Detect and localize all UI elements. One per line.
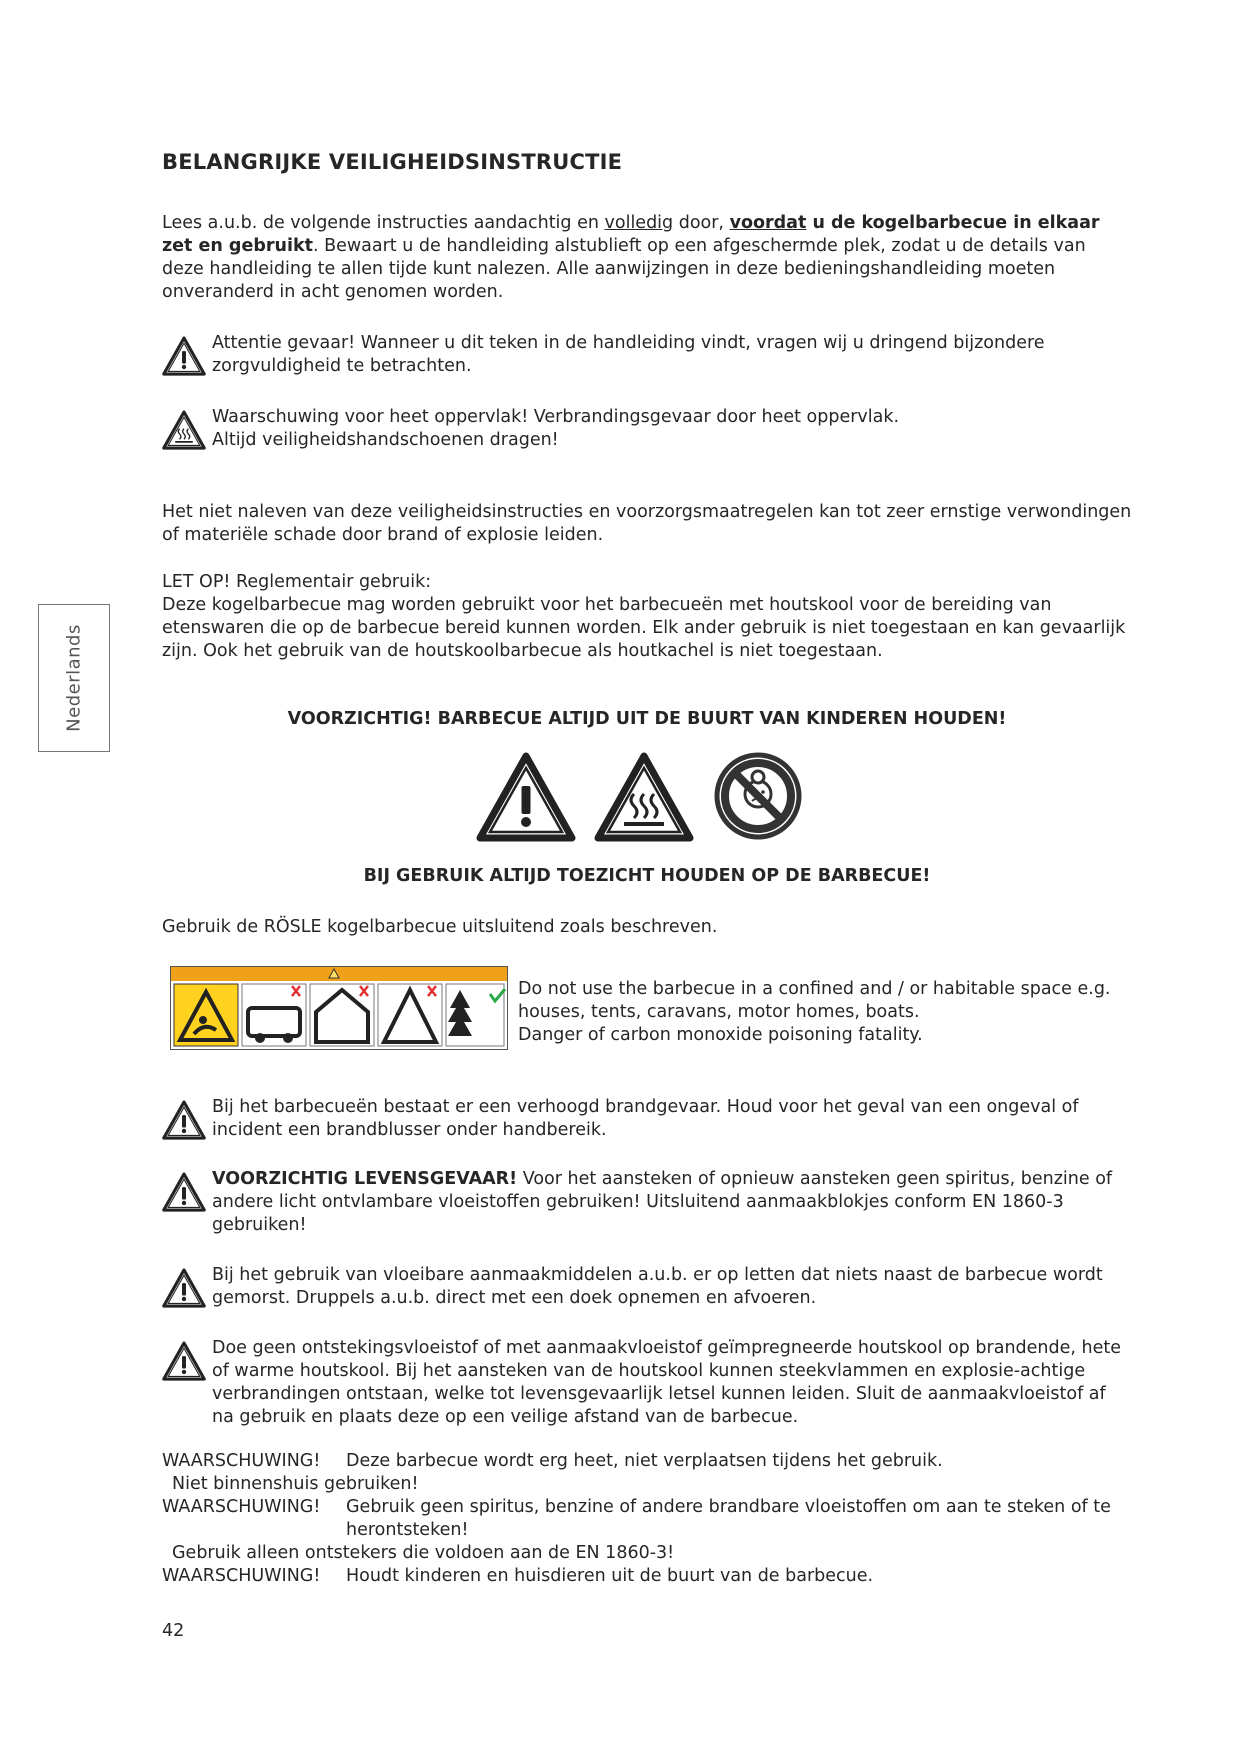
legend-hot-text-2: Altijd veiligheidshandschoenen dragen! <box>212 430 559 450</box>
use-as-described: Gebruik de RÖSLE kogelbarbecue uitsluitend zoals beschreven. <box>162 917 718 937</box>
no-children-icon <box>714 752 802 840</box>
legend-hot-text-1: Waarschuwing voor heet oppervlak! Verbrandingsgevaar door heet oppervlak. <box>212 407 900 427</box>
warning-spill <box>162 1264 1132 1315</box>
page-title: BELANGRIJKE VEILIGHEIDSINSTRUCTIE <box>162 150 623 174</box>
warning-life-text: Voor het aansteken of opnieuw aansteken geen spiritus, benzine of andere licht ontvlambare vloeistoffen gebruiken! Uitsluitend aanmaakblokjes conform EN 1860-3 gebruiken! <box>212 1169 1113 1235</box>
usage-heading: LET OP! Reglementair gebruik: <box>162 572 432 592</box>
intro-text-volledig: volledig <box>604 213 674 233</box>
usage-section <box>162 571 1132 663</box>
intro-text-1: Lees a.u.b. de volgende instructies aandachtig en <box>162 213 605 233</box>
usage-text: Deze kogelbarbecue mag worden gebruikt voor het barbecueën met houtskool voor de bereiding van etenswaren die op de barbecue bereid kunnen worden. Elk ander gebruik is niet toegestaan en kan gevaarlijk zijn. Ook het gebruik van de houtskoolbarbecue als houtkachel is niet toegestaan. <box>162 595 1126 661</box>
final-warning-2: Gebruik geen spiritus, benzine of andere brandbare vloeistoffen om aan te steken of te herontsteken! <box>346 1497 1111 1540</box>
legend-hot-surface <box>162 406 1132 457</box>
warning-triangle-icon <box>476 752 576 842</box>
warning-life-danger <box>162 1168 1132 1237</box>
warning-triangle-icon <box>162 1172 206 1212</box>
warning-triangle-icon <box>162 1268 206 1308</box>
warning-spill-text: Bij het gebruik van vloeibare aanmaakmiddelen a.u.b. er op letten dat niets naast de barbecue wordt gemorst. Druppels a.u.b. direct met een doek opnemen en afvoeren. <box>212 1265 1103 1308</box>
hot-surface-icon <box>594 752 694 842</box>
intro-text-6: . Bewaart u de handleiding alstublieft op een afgeschermde plek, zodat u de details van deze handleiding te allen tijde kunt nalezen. Alle aanwijzingen in deze bedieningshandleiding moeten onveranderd in acht genomen worden. <box>162 236 1086 302</box>
confined-space-text <box>518 978 1138 1047</box>
warning-triangle-icon <box>162 1341 206 1381</box>
intro-text-3: door, <box>673 213 730 233</box>
final-warning-1: Deze barbecue wordt erg heet, niet verplaatsen tijdens het gebruik. <box>346 1451 943 1471</box>
intro-text-voordat: voordat <box>729 213 807 233</box>
confined-space-pictogram <box>170 966 508 1050</box>
page-number: 42 <box>162 1621 185 1641</box>
warning-triangle-icon <box>162 1100 206 1140</box>
final-warning-3: Houdt kinderen en huisdieren uit de buurt van de barbecue. <box>346 1566 874 1586</box>
warning-life-bold: VOORZICHTIG LEVENSGEVAAR! <box>212 1169 518 1189</box>
warning-fire <box>162 1096 1132 1147</box>
consequence-paragraph: Het niet naleven van deze veiligheidsinstructies en voorzorgsmaatregelen kan tot zeer ernstige verwondingen of materiële schade door brand of explosie leiden. <box>162 502 1132 545</box>
final-warnings <box>162 1450 1132 1588</box>
supervision-warning: BIJ GEBRUIK ALTIJD TOEZICHT HOUDEN OP DE BARBECUE! <box>363 866 931 886</box>
warning-label: WAARSCHUWING! <box>162 1497 321 1517</box>
intro-paragraph <box>162 212 1132 304</box>
final-warning-2b: Gebruik alleen ontstekers die voldoen aan de EN 1860-3! <box>172 1543 675 1563</box>
legend-attention <box>162 332 1132 383</box>
warning-label: WAARSCHUWING! <box>162 1451 321 1471</box>
final-warning-1b: Niet binnenshuis gebruiken! <box>172 1474 419 1494</box>
language-side-tab <box>38 604 110 752</box>
warning-fire-text: Bij het barbecueën bestaat er een verhoogd brandgevaar. Houd voor het geval van een ongeval of incident een brandblusser onder handbereik. <box>212 1097 1079 1140</box>
warning-triangle-icon <box>162 336 206 376</box>
warning-label: WAARSCHUWING! <box>162 1566 321 1586</box>
confined-line-3: Danger of carbon monoxide poisoning fatality. <box>518 1025 923 1045</box>
children-warning: VOORZICHTIG! BARBECUE ALTIJD UIT DE BUURT VAN KINDEREN HOUDEN! <box>287 709 1007 729</box>
confined-line-2: houses, tents, caravans, motor homes, boats. <box>518 1002 920 1022</box>
warning-fluid-text: Doe geen ontstekingsvloeistof of met aanmaakvloeistof geïmpregneerde houtskool op brandende, hete of warme houtskool. Bij het aansteken van de houtskool kunnen steekvlammen en explosie-achtige verbrandingen ontstaan, welke tot levensgevaarlijk letsel kunnen leiden. Sluit de aanmaakvloeistof af na gebruik en plaats deze op een veilige afstand van de barbecue. <box>212 1338 1121 1427</box>
hot-surface-icon <box>162 410 206 450</box>
warning-fluid <box>162 1337 1132 1429</box>
legend-attention-text: Attentie gevaar! Wanneer u dit teken in de handleiding vindt, vragen wij u dringend bijzondere zorgvuldigheid te betrachten. <box>212 333 1045 376</box>
confined-line-1: Do not use the barbecue in a confined and / or habitable space e.g. <box>518 979 1111 999</box>
side-tab-label: Nederlands <box>63 624 85 732</box>
intro-text-5: u de kogelbarbecue in elkaar zet en gebruikt <box>162 213 1100 256</box>
